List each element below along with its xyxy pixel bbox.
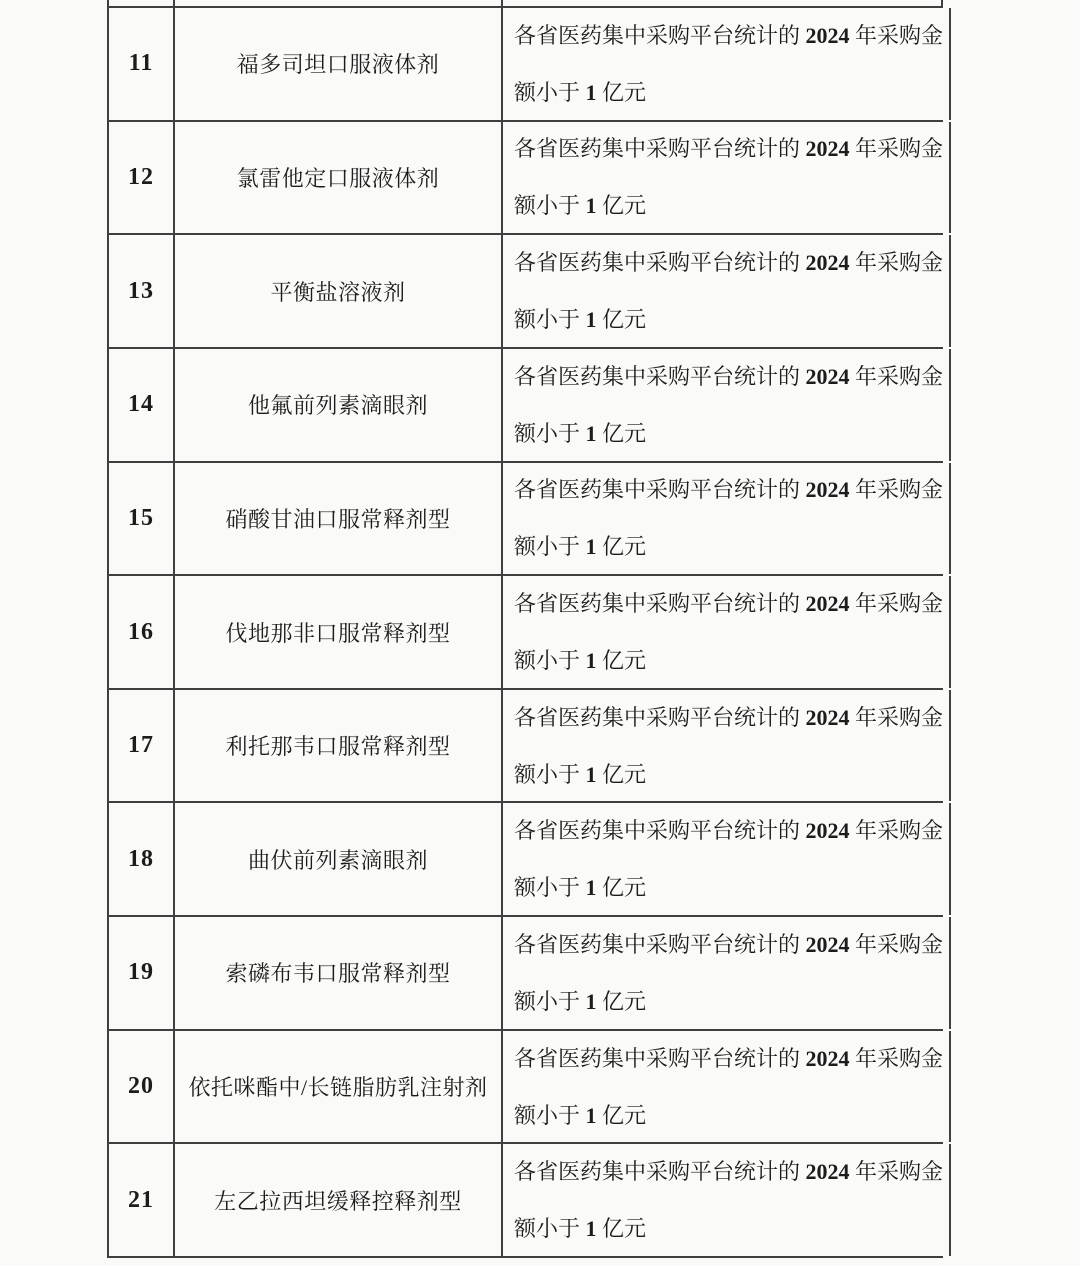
table-row	[107, 576, 943, 690]
row-number: 11	[128, 50, 154, 77]
row-number-cell	[107, 463, 175, 575]
reason-line-1: 各省医药集中采购平台统计的 2024 年采购金	[514, 931, 944, 957]
drug-name-cell	[175, 803, 503, 915]
reason-cell	[503, 1031, 951, 1143]
table-row	[107, 122, 943, 236]
drug-name-cell	[175, 8, 503, 120]
drug-name: 曲伏前列素滴眼剂	[247, 847, 428, 873]
row-number-cell	[107, 1031, 175, 1143]
reason-line-2: 额小于 1 亿元	[514, 875, 647, 901]
reason-cell	[503, 235, 951, 347]
reason-line-1: 各省医药集中采购平台统计的 2024 年采购金	[514, 250, 944, 276]
reason-line-2: 额小于 1 亿元	[514, 761, 647, 787]
table-row	[107, 690, 943, 804]
reason-line-2: 额小于 1 亿元	[514, 1216, 647, 1242]
drug-name: 利托那韦口服常释剂型	[225, 734, 451, 760]
drug-name-cell	[175, 917, 503, 1029]
row-number-cell	[107, 349, 175, 461]
row-number-cell	[107, 917, 175, 1029]
row-number: 12	[128, 163, 154, 190]
row-number: 18	[128, 845, 154, 872]
reason-line-1: 各省医药集中采购平台统计的 2024 年采购金	[514, 704, 944, 730]
row-number: 15	[128, 504, 154, 531]
row-number: 16	[128, 618, 154, 645]
reason-line-2: 额小于 1 亿元	[514, 193, 647, 219]
drug-name-cell	[175, 576, 503, 688]
reason-line-2: 额小于 1 亿元	[514, 988, 647, 1014]
table-row	[107, 463, 943, 577]
row-number: 19	[128, 959, 154, 986]
table-row	[107, 1031, 943, 1145]
row-number: 21	[128, 1186, 154, 1213]
reason-line-2: 额小于 1 亿元	[514, 420, 647, 446]
table-row	[107, 803, 943, 917]
row-number: 13	[128, 277, 154, 304]
reason-line-1: 各省医药集中采购平台统计的 2024 年采购金	[514, 363, 944, 389]
reason-cell	[503, 803, 951, 915]
reason-cell	[503, 8, 951, 120]
table-row	[107, 8, 943, 122]
drug-name: 平衡盐溶液剂	[270, 279, 406, 305]
row-number-cell	[107, 0, 175, 6]
row-number: 17	[128, 732, 154, 759]
drug-name: 索磷布韦口服常释剂型	[225, 961, 451, 987]
row-number-cell	[107, 1144, 175, 1256]
reason-line-1: 各省医药集中采购平台统计的 2024 年采购金	[514, 477, 944, 503]
row-number-cell	[107, 122, 175, 234]
reason-line-2: 额小于 1 亿元	[514, 534, 647, 560]
table-row	[107, 235, 943, 349]
reason-line-1: 各省医药集中采购平台统计的 2024 年采购金	[514, 1159, 944, 1185]
drug-name-cell	[175, 1031, 503, 1143]
reason-cell	[503, 122, 951, 234]
reason-line-1: 各省医药集中采购平台统计的 2024 年采购金	[514, 22, 944, 48]
drug-name: 福多司坦口服液体剂	[236, 52, 440, 78]
reason-cell	[503, 349, 951, 461]
drug-name-cell	[175, 1144, 503, 1256]
reason-cell	[503, 463, 951, 575]
drug-name: 硝酸甘油口服常释剂型	[225, 506, 451, 532]
row-number-cell	[107, 8, 175, 120]
reason-line-1: 各省医药集中采购平台统计的 2024 年采购金	[514, 136, 944, 162]
reason-line-2: 额小于 1 亿元	[514, 307, 647, 333]
row-number: 14	[128, 391, 154, 418]
reason-cell	[503, 576, 951, 688]
row-number-cell	[107, 576, 175, 688]
drug-name-cell	[175, 690, 503, 802]
drug-name: 他氟前列素滴眼剂	[247, 393, 428, 419]
drug-name-cell	[175, 122, 503, 234]
drug-name: 氯雷他定口服液体剂	[236, 165, 440, 191]
reason-cell	[503, 917, 951, 1029]
drug-name: 伐地那非口服常释剂型	[225, 620, 451, 646]
row-number-cell	[107, 803, 175, 915]
reason-line-1: 各省医药集中采购平台统计的 2024 年采购金	[514, 1045, 944, 1071]
reason-line-2: 额小于 1 亿元	[514, 648, 647, 674]
reason-line-2: 额小于 1 亿元	[514, 1102, 647, 1128]
drug-name-cell	[175, 349, 503, 461]
reason-line-1: 各省医药集中采购平台统计的 2024 年采购金	[514, 818, 944, 844]
drug-name-cell	[175, 0, 503, 6]
reason-cell	[503, 1144, 951, 1256]
reason-line-2: 额小于 1 亿元	[514, 79, 647, 105]
drug-name-cell	[175, 463, 503, 575]
reason-cell	[503, 690, 951, 802]
table-row	[107, 1144, 943, 1258]
drug-name: 依托咪酯中/长链脂肪乳注射剂	[188, 1075, 488, 1101]
reason-line-1: 各省医药集中采购平台统计的 2024 年采购金	[514, 591, 944, 617]
table-row	[107, 917, 943, 1031]
reason-cell	[503, 0, 943, 6]
row-number-cell	[107, 690, 175, 802]
row-number-cell	[107, 235, 175, 347]
row-number: 20	[128, 1073, 154, 1100]
table-row	[107, 349, 943, 463]
drug-name: 左乙拉西坦缓释控释剂型	[214, 1188, 462, 1214]
procurement-table	[107, 0, 943, 1258]
drug-name-cell	[175, 235, 503, 347]
